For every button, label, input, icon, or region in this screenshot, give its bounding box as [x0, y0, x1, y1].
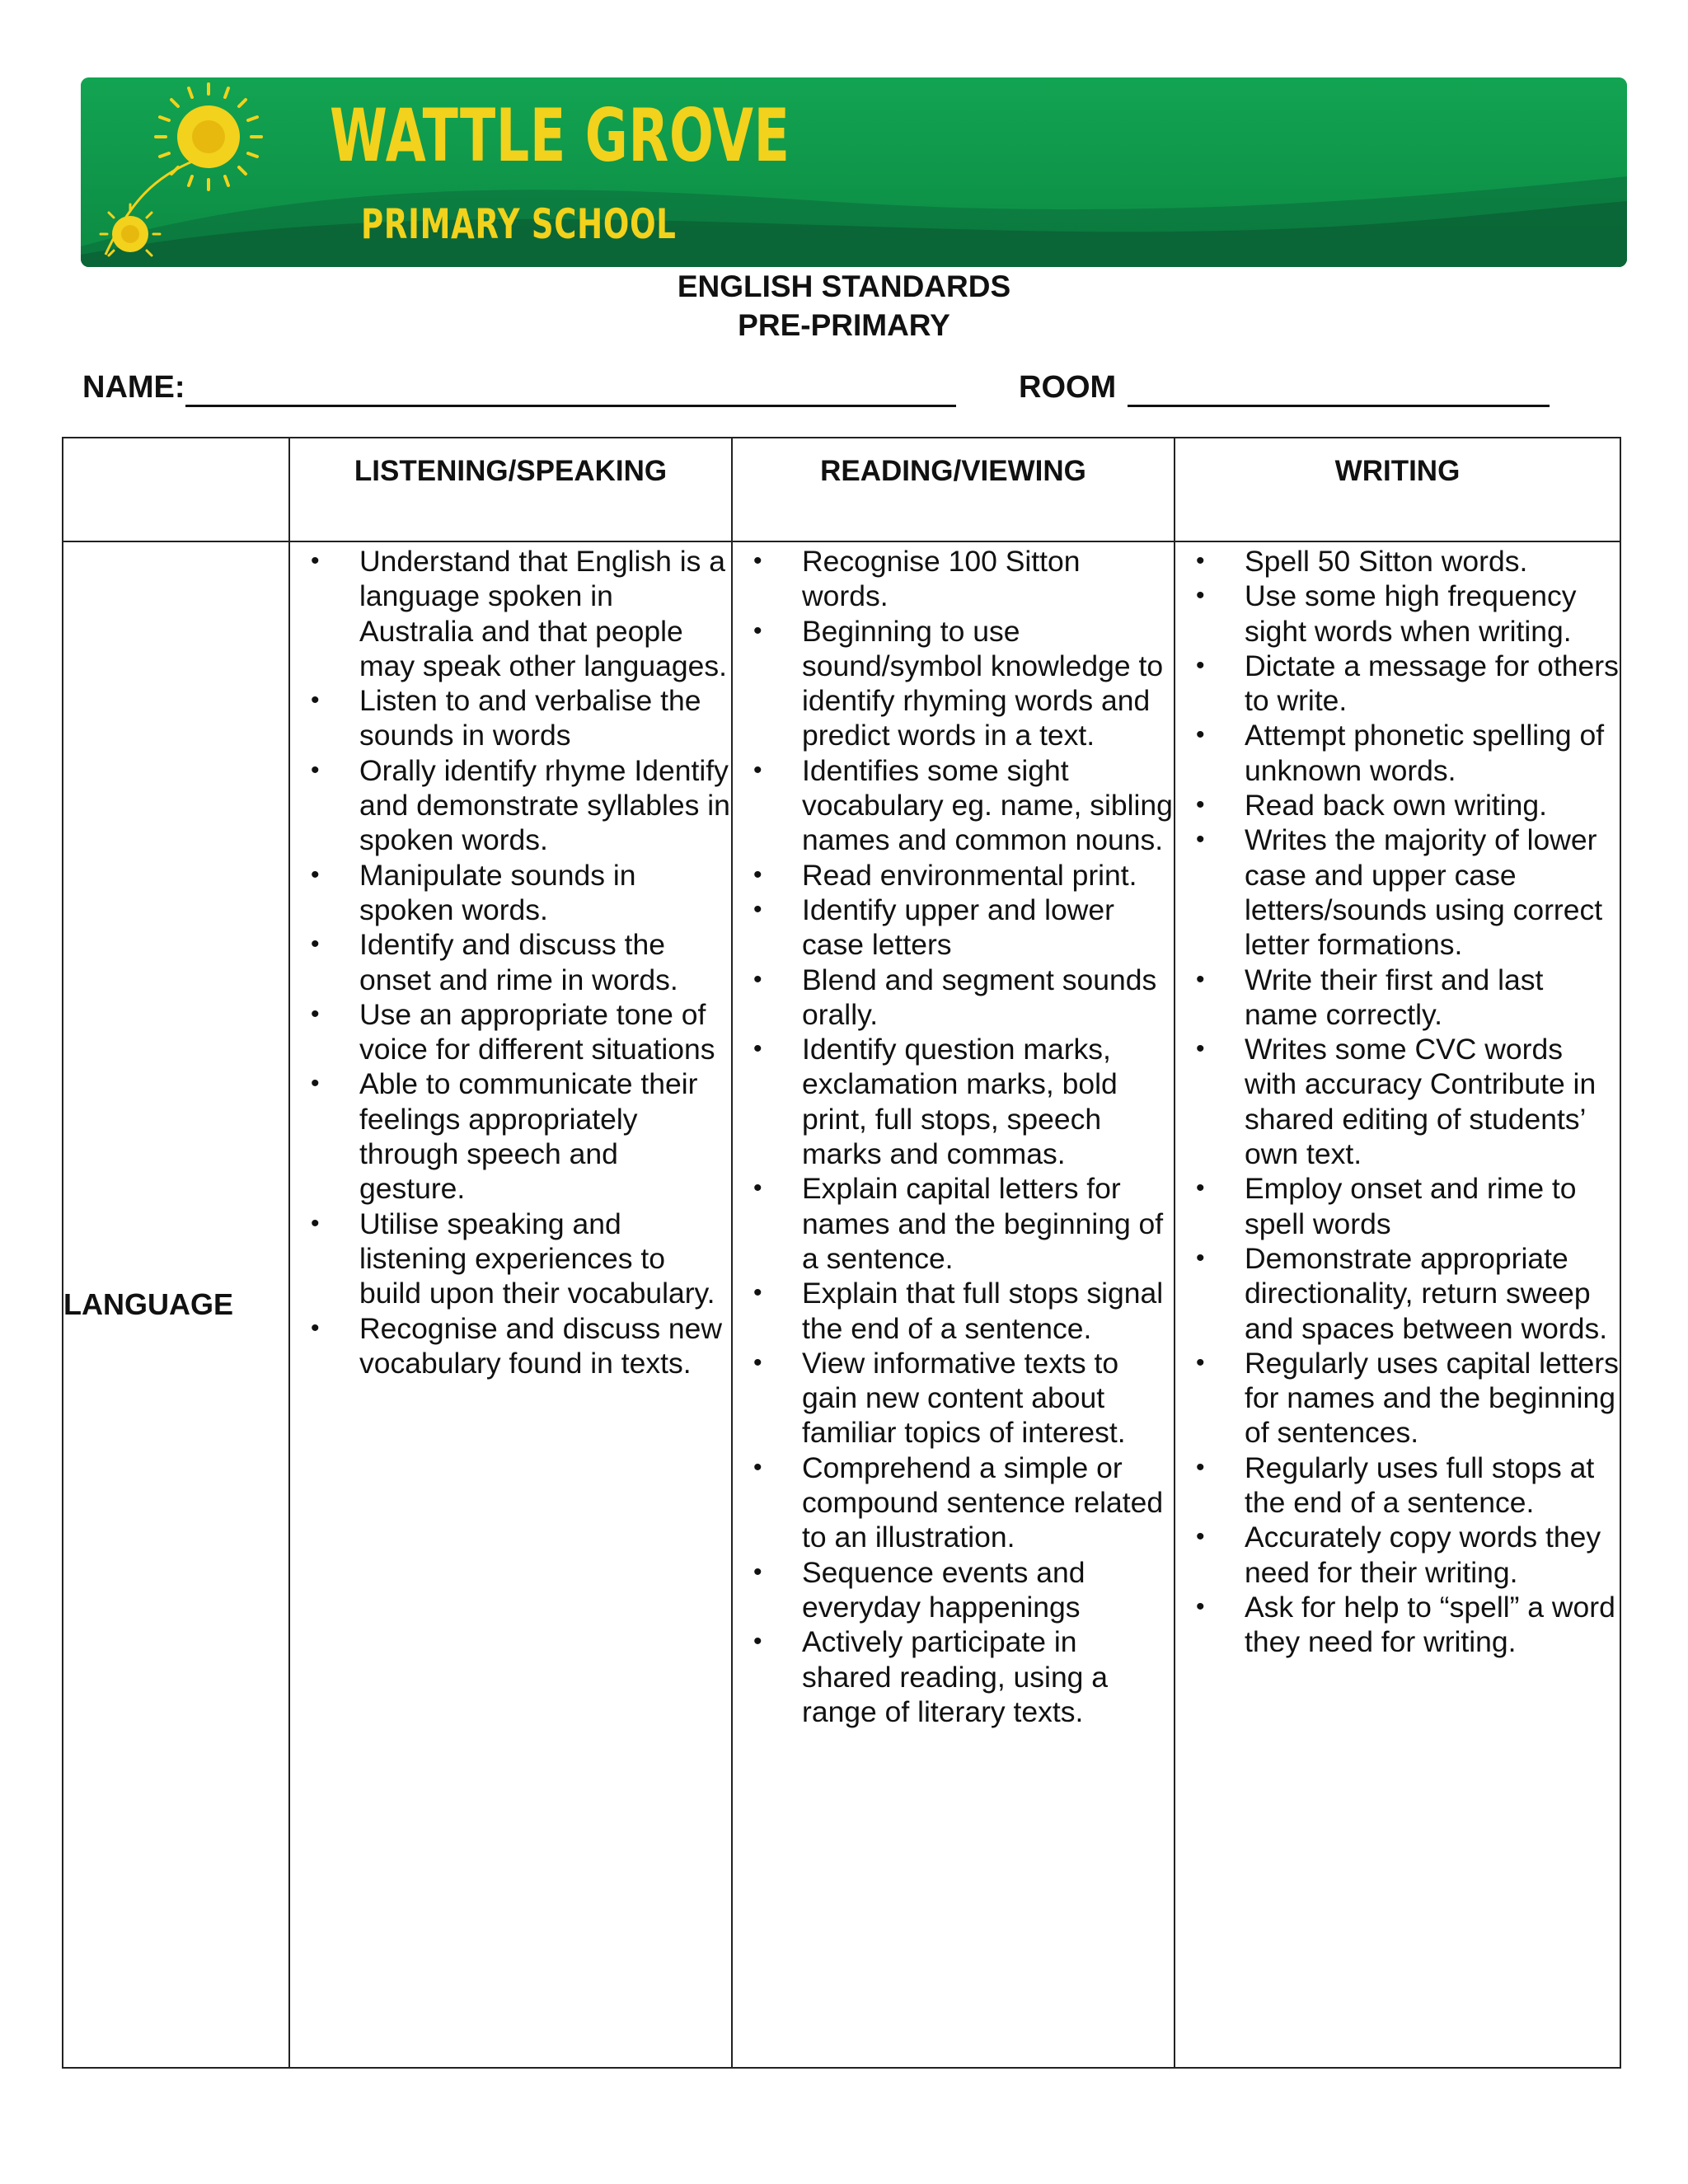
list-item: • Able to communicate their feelings appropriately through speech and gesture.: [290, 1066, 731, 1206]
list-item: • Sequence events and everyday happenings: [733, 1555, 1174, 1625]
list-item: • Identify question marks, exclamation marks, bold print, full stops, speech marks and commas.: [733, 1032, 1174, 1171]
title-line-1: ENGLISH STANDARDS: [677, 269, 1011, 303]
list-item: • Regularly uses full stops at the end of a sentence.: [1175, 1451, 1620, 1521]
list-item: • Dictate a message for others to write.: [1175, 649, 1620, 719]
list-item: • Attempt phonetic spelling of unknown words.: [1175, 718, 1620, 788]
column-header-reading-viewing: READING/VIEWING: [732, 438, 1175, 541]
list-item: • Employ onset and rime to spell words: [1175, 1171, 1620, 1241]
banner-background: [81, 77, 1627, 267]
list-item: • Actively participate in shared reading, using a range of literary texts.: [733, 1624, 1174, 1729]
list-item: • Orally identify rhyme Identify and demonstrate syllables in spoken words.: [290, 753, 731, 858]
list-item: • Spell 50 Sitton words.: [1175, 544, 1620, 579]
listening-speaking-list: [290, 544, 731, 1380]
list-item: • Recognise and discuss new vocabulary found in texts.: [290, 1311, 731, 1381]
room-field[interactable]: [1019, 368, 1550, 407]
list-item: • Manipulate sounds in spoken words.: [290, 858, 731, 928]
list-item: • Blend and segment sounds orally.: [733, 963, 1174, 1033]
standards-table: [62, 437, 1621, 2069]
list-item: • Beginning to use sound/symbol knowledge to identify rhyming words and predict words in a text.: [733, 614, 1174, 753]
table-row-language: [63, 541, 1620, 2068]
list-item: • Write their first and last name correctly.: [1175, 963, 1620, 1033]
list-item: • Regularly uses capital letters for names and the beginning of sentences.: [1175, 1346, 1620, 1451]
list-item: • Explain that full stops signal the end of a sentence.: [733, 1276, 1174, 1346]
header-empty-cell: [63, 438, 289, 541]
name-field[interactable]: [82, 368, 956, 407]
cell-reading-viewing: [732, 541, 1175, 2068]
list-item: • Ask for help to “spell” a word they need for writing.: [1175, 1590, 1620, 1660]
list-item: • Accurately copy words they need for their writing.: [1175, 1520, 1620, 1590]
writing-list: [1175, 544, 1620, 1660]
list-item: • Utilise speaking and listening experiences to build upon their vocabulary.: [290, 1207, 731, 1311]
list-item: • Comprehend a simple or compound sentence related to an illustration.: [733, 1451, 1174, 1555]
list-item: • Use some high frequency sight words when writing.: [1175, 579, 1620, 649]
list-item: • Understand that English is a language spoken in Australia and that people may speak other languages.: [290, 544, 731, 683]
name-blank-line[interactable]: [185, 372, 956, 407]
list-item: • View informative texts to gain new content about familiar topics of interest.: [733, 1346, 1174, 1451]
document-title: [0, 267, 1688, 344]
school-banner: [81, 77, 1627, 267]
reading-viewing-list: [733, 544, 1174, 1729]
list-item: • Explain capital letters for names and the beginning of a sentence.: [733, 1171, 1174, 1276]
column-header-listening-speaking: LISTENING/SPEAKING: [289, 438, 732, 541]
name-label: NAME:: [82, 370, 185, 405]
title-line-2: PRE-PRIMARY: [738, 308, 950, 342]
list-item: • Listen to and verbalise the sounds in words: [290, 683, 731, 753]
room-blank-line[interactable]: [1128, 372, 1550, 407]
list-item: • Demonstrate appropriate directionality, return sweep and spaces between words.: [1175, 1241, 1620, 1346]
list-item: • Writes the majority of lower case and upper case letters/sounds using correct letter formations.: [1175, 823, 1620, 962]
school-subtitle: PRIMARY SCHOOL: [361, 200, 677, 248]
list-item: • Writes some CVC words with accuracy Contribute in shared editing of students’ own text.: [1175, 1032, 1620, 1171]
room-label: ROOM: [1019, 370, 1117, 405]
list-item: • Use an appropriate tone of voice for different situations: [290, 997, 731, 1067]
list-item: • Read back own writing.: [1175, 788, 1620, 823]
list-item: • Recognise 100 Sitton words.: [733, 544, 1174, 614]
list-item: • Identify and discuss the onset and rime in words.: [290, 927, 731, 997]
list-item: • Read environmental print.: [733, 858, 1174, 893]
row-label-language: LANGUAGE: [63, 541, 289, 2068]
list-item: • Identify upper and lower case letters: [733, 893, 1174, 963]
column-header-writing: WRITING: [1175, 438, 1620, 541]
cell-listening-speaking: [289, 541, 732, 2068]
school-name: WATTLE GROVE: [330, 93, 790, 178]
table-header-row: [63, 438, 1620, 541]
cell-writing: [1175, 541, 1620, 2068]
list-item: • Identifies some sight vocabulary eg. name, sibling names and common nouns.: [733, 753, 1174, 858]
